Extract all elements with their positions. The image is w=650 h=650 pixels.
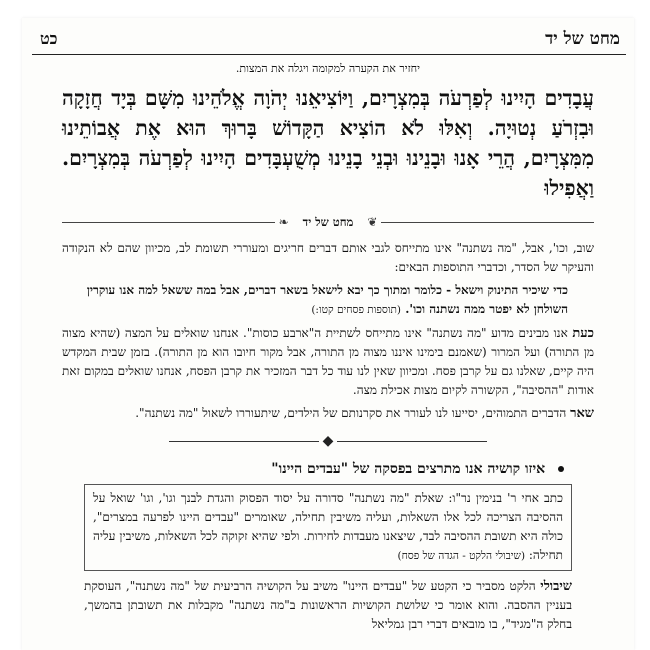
quote-text: כדי שיכיר התינוק וישאל - כלומר ומתוך כך יבא לישאל בשאר דברים, אבל במה ששאל למה אנו עוקרין השולחן לא יפטר ממה נשתנה וכו'. xyxy=(86,283,568,316)
ornament-line xyxy=(169,441,319,442)
boxed-quote-source: (שיבולי הלקט - הגדה של פסח) xyxy=(397,550,526,562)
running-title: מחט של יד xyxy=(545,29,620,49)
commentary-divider xyxy=(62,213,594,231)
boxed-quote xyxy=(84,484,572,571)
paragraph-text: הלקט מסביר כי הקטע של "עבדים היינו" משיב על הקושיה הרביעית של "מה נשתנה", העוסקת בעניין ההסבה. והוא אומר כי שלושת הקושיות הראשונות ב"מה נשתנה" מקבלות את תשובתן בהמשך, בחלק ה"מגיד", בו מובאים דברי רבן גמליאל xyxy=(84,579,572,631)
haggadah-main-text: עֲבָדִים הָיִינוּ לְפַרְעֹה בְּמִצְרָיִם, וַיּוֹצִיאֵנוּ יְהֹוָה אֱלֹהֵינוּ מִשָּׁם בְּיָד חֲזָקָה וּבִזְרֹעַ נְטוּיָה. וְאִלּוּ לֹא הוֹצִיא הַקָּדוֹשׁ בָּרוּךְ הוּא אֶת אֲבוֹתֵינוּ מִמִּצְרָיִם, הֲרֵי אָנוּ וּבָנֵינוּ וּבְנֵי בָנֵינוּ מְשֻׁעְבָּדִים הָיִינוּ לְפַרְעֹה בְּמִצְרָיִם. וַאֲפִילוּ xyxy=(62,86,594,200)
quote-source: (תוספות פסחים קטו:) xyxy=(311,304,402,316)
page-number: כט xyxy=(40,29,58,48)
paragraph-text: הדברים התמוהים, יסייעו לנו לעורר את סקרנותם של הילדים, שיתעוררו לשאול "מה נשתנה". xyxy=(135,406,567,420)
paragraph-lead-word: שיבולי xyxy=(540,579,572,594)
commentary-paragraph xyxy=(62,404,594,423)
paragraph-text: אנו מבינים מדוע "מה נשתנה" אינו מתייחס לשתיית ה"ארבע כוסות". אנחנו שואלים על המצה (שהיא מצוה מן התורה) ועל המרור (שאמנם בימינו איננו מצוה מן התורה, אבל מקור חיובו הוא מן התורה). בזמן שבית המקדש היה קיים, שאלנו גם על קרבן פסח. ומכיוון שאין לנו עוד כל דבר המזכיר את קרבן הפסח, אנחנו שואלים במקום זאת אודות "ההסיבה", הקשורה לקיום מצות אכילת מצה. xyxy=(62,326,594,397)
book-page xyxy=(22,18,634,650)
bullet-icon xyxy=(558,466,564,472)
divider-line-left xyxy=(62,222,275,223)
section-ornament xyxy=(62,433,594,449)
section-heading xyxy=(62,461,594,478)
paragraph-lead-word: כעת xyxy=(572,326,594,341)
divider-ornament-icon: ❦ xyxy=(367,215,378,229)
ornament-line xyxy=(337,441,487,442)
instruction-line: יחזיר את הקערה למקומה ויגלה את המצות. xyxy=(235,62,421,75)
commentary-paragraph: שוב, וכו', אבל, "מה נשתנה" אינו מתייחס לגבי אותם דברים חריגים ומעוררי תשומת לב, מכיוון שהם לא הנקודה והעיקר של הסדר, וכדברי התוספות הבאים: xyxy=(62,241,594,274)
page-content xyxy=(62,62,594,634)
ornament-diamond-icon: ◆ xyxy=(322,433,334,449)
commentary-paragraph xyxy=(62,324,594,400)
divider-line-right xyxy=(381,222,594,223)
section-paragraph xyxy=(62,577,594,634)
tosafot-quote xyxy=(62,281,594,320)
paragraph-lead-word: שאר xyxy=(570,406,594,421)
section-heading-text: איזו קושיה אנו מתרצים בפסקה של "עבדים היינו" xyxy=(271,461,546,477)
commentary-label: מחט של יד xyxy=(302,215,354,229)
page-header xyxy=(32,24,626,55)
divider-ornament-icon: ❧ xyxy=(278,215,289,229)
boxed-quote-text: כתב אחי ר' בנימין נר"ו: שאלת "מה נשתנה" סדורה על יסוד הפסוק והגדת לבנך וגו', וגו' שואל על ההסיבה הצריכה לכל אלו השאלות, ועליה משיבין תחילה, שאומרים "עבדים היינו לפרעה במצרים", כולה היא תשובת ההסיבה לבד, שיצאנו מעבדות לחירות. ולפי שהיא זקוקה לכל השאלות, משיבין עליה תחילה: xyxy=(93,491,563,562)
